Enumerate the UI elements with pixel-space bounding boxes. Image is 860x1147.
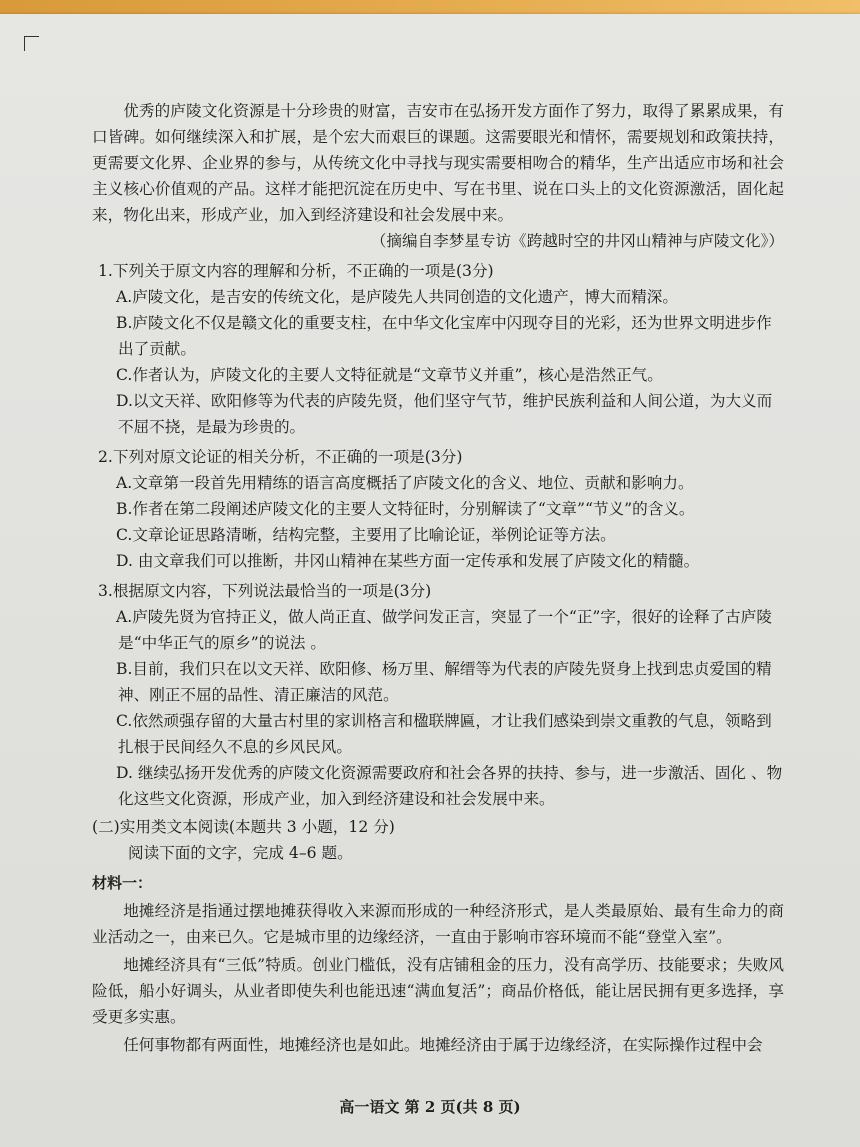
page-content: [92, 98, 784, 1058]
section-heading: (二)实用类文本阅读(本题共 3 小题，12 分): [92, 818, 395, 836]
question-stem: 3.根据原文内容，下列说法最恰当的一项是(3分): [98, 582, 432, 600]
option-c: C.文章论证思路清晰，结构完整，主要用了比喻论证，举例论证等方法。: [116, 526, 616, 544]
option-d: D. 继续弘扬开发优秀的庐陵文化资源需要政府和社会各界的扶持、参与，进一步激活、固化 、物化这些文化资源，形成产业，加入到经济建设和社会发展中来。: [116, 764, 783, 808]
question-2: [92, 444, 784, 574]
option-c: C.作者认为，庐陵文化的主要人文特征就是“文章节义并重”，核心是浩然正气。: [116, 366, 663, 384]
material-paragraph: 地摊经济具有“三低”特质。创业门槛低，没有店铺租金的压力，没有高学历、技能要求；失败风险低，船小好调头，从业者即使失利也能迅速“满血复活”；商品价格低，能让居民拥有更多选择，享受更多实惠。: [92, 956, 784, 1026]
option-a: A.文章第一段首先用精练的语言高度概括了庐陵文化的含义、地位、贡献和影响力。: [116, 474, 694, 492]
material-paragraph: 地摊经济是指通过摆地摊获得收入来源而形成的一种经济形式，是人类最原始、最有生命力的商业活动之一，由来已久。它是城市里的边缘经济，一直由于影响市容环境而不能“登堂入室”。: [92, 902, 784, 946]
option-a: A.庐陵文化，是吉安的传统文化，是庐陵先人共同创造的文化遗产，博大而精深。: [116, 288, 678, 306]
option-b: B.作者在第二段阐述庐陵文化的主要人文特征时，分别解读了“文章”“节义”的含义。: [116, 500, 695, 518]
question-1: [92, 258, 784, 440]
page-footer: 高一语文 第 2 页(共 8 页): [339, 1098, 521, 1116]
option-a: A.庐陵先贤为官持正义，做人尚正直、做学问发正言，突显了一个“正”字，很好的诠释了古庐陵是“中华正气的原乡”的说法 。: [116, 608, 772, 652]
material-label: 材料一：: [92, 874, 153, 892]
intro-paragraph: 优秀的庐陵文化资源是十分珍贵的财富，吉安市在弘扬开发方面作了努力，取得了累累成果，有口皆碑。如何继续深入和扩展，是个宏大而艰巨的课题。这需要眼光和情怀，需要规划和政策扶持，更需要文化界、企业界的参与，从传统文化中寻找与现实需要相吻合的精华，生产出适应市场和社会主义核心价值观的产品。这样才能把沉淀在历史中、写在书里、说在口头上的文化资源激活，固化起来，物化出来，形成产业，加入到经济建设和社会发展中来。: [92, 102, 784, 224]
option-b: B.庐陵文化不仅是赣文化的重要支柱，在中华文化宝库中闪现夺目的光彩，还为世界文明进步作出了贡献。: [116, 314, 772, 358]
material-paragraph: 任何事物都有两面性，地摊经济也是如此。地摊经济由于属于边缘经济，在实际操作过程中会: [123, 1036, 763, 1054]
corner-crop-mark-icon: [24, 36, 39, 51]
question-stem: 2.下列对原文论证的相关分析，不正确的一项是(3分): [98, 448, 463, 466]
option-d: D.以文天祥、欧阳修等为代表的庐陵先贤，他们坚守气节，维护民族利益和人间公道，为大义而不屈不挠，是最为珍贵的。: [116, 392, 773, 436]
question-stem: 1.下列关于原文内容的理解和分析，不正确的一项是(3分): [98, 262, 494, 280]
option-c: C.依然顽强存留的大量古村里的家训格言和楹联牌匾，才让我们感染到崇文重教的气息，领略到扎根于民间经久不息的乡风民风。: [116, 712, 772, 756]
source-citation: （摘编自李梦星专访《跨越时空的井冈山精神与庐陵文化》）: [370, 232, 784, 250]
question-3: [92, 578, 784, 812]
option-b: B.目前，我们只在以文天祥、欧阳修、杨万里、解缙等为代表的庐陵先贤身上找到忠贞爱国的精神、刚正不屈的品性、清正廉洁的风范。: [116, 660, 772, 704]
section-instruction: 阅读下面的文字，完成 4–6 题。: [128, 844, 353, 862]
option-d: D. 由文章我们可以推断，井冈山精神在某些方面一定传承和发展了庐陵文化的精髓。: [116, 552, 700, 570]
